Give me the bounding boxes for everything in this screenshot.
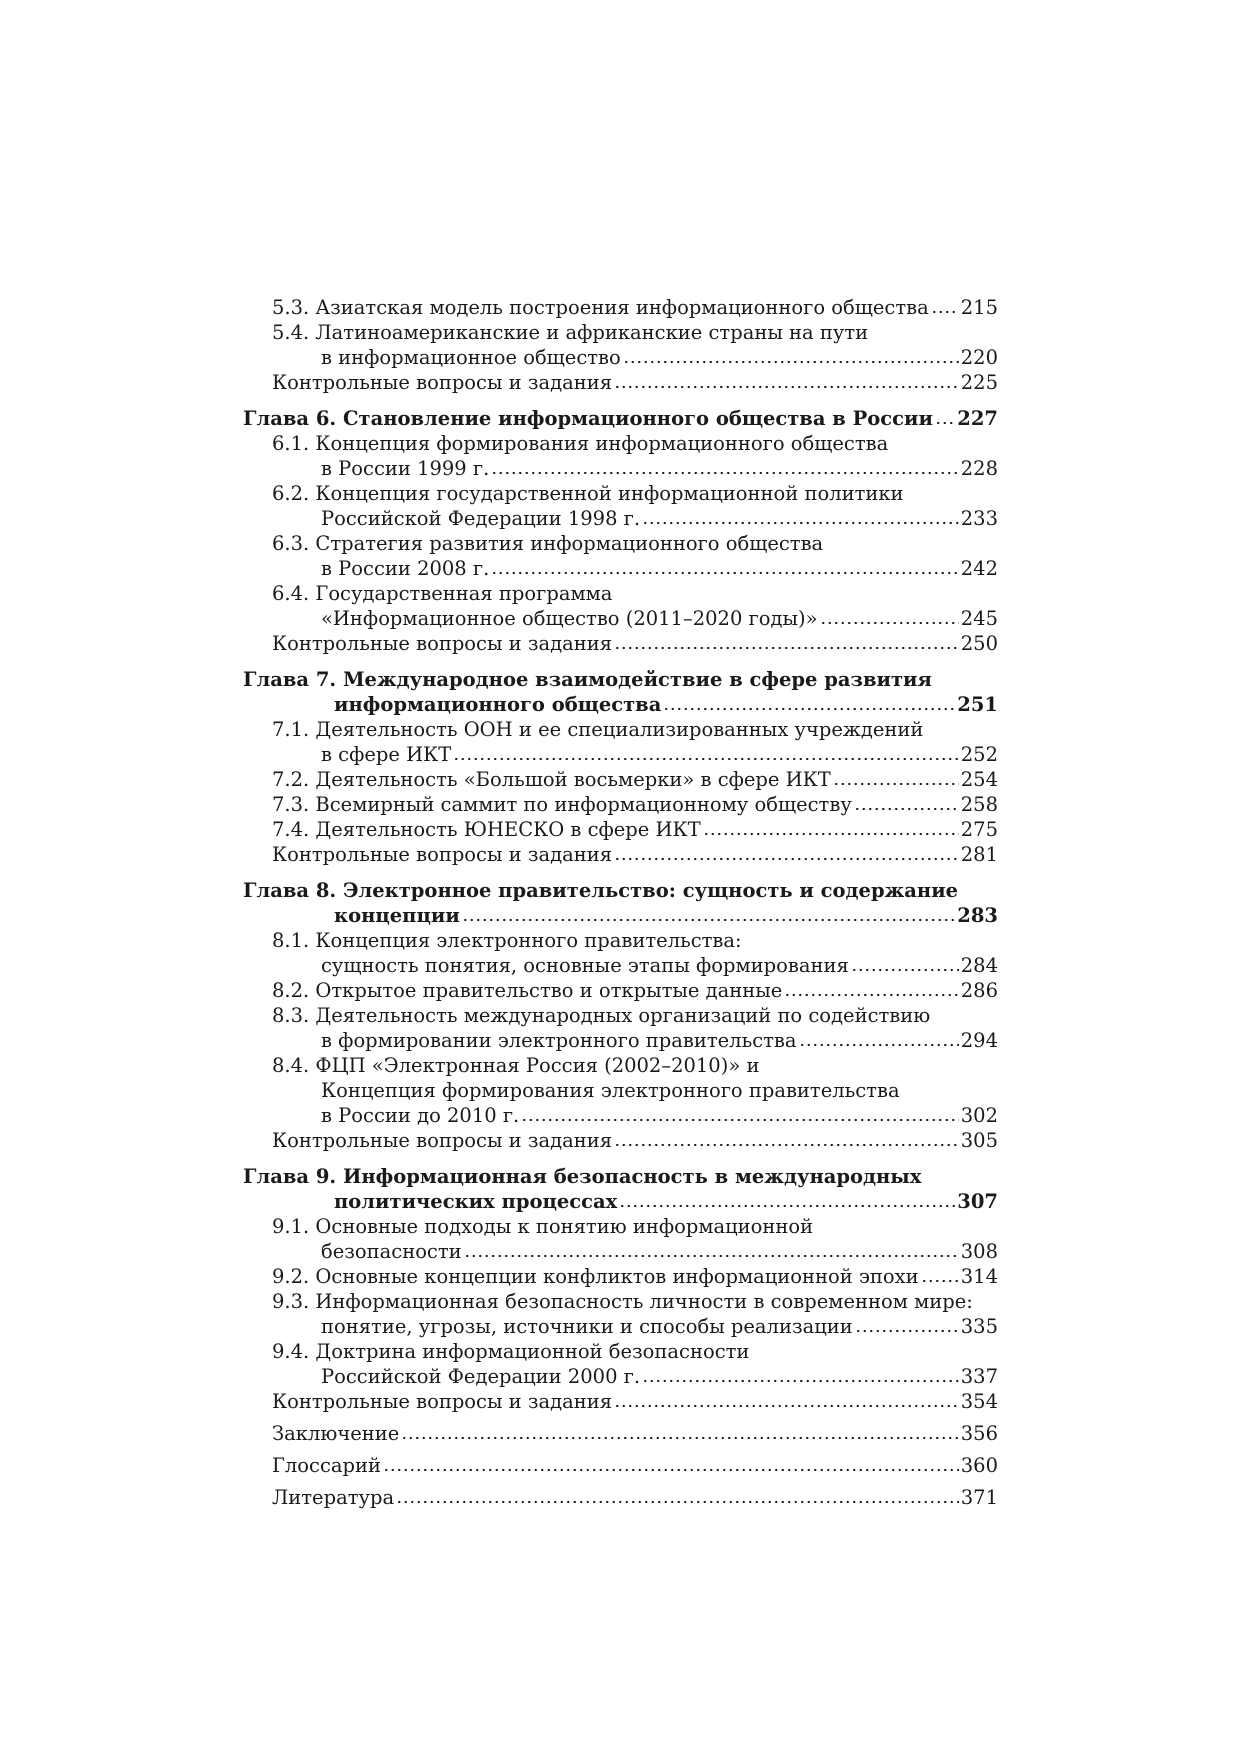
page-number: 356 <box>960 1422 998 1445</box>
page-number: 360 <box>960 1454 998 1477</box>
dot-leader <box>614 1404 959 1408</box>
page-number: 307 <box>957 1190 998 1213</box>
page-number: 228 <box>960 457 998 480</box>
chapter-title-continued: концепции <box>334 904 460 927</box>
page-number: 371 <box>960 1486 998 1509</box>
dot-leader <box>462 918 956 922</box>
dot-leader <box>623 360 959 364</box>
entry-title: 8.3. Деятельность международных организаций по содействию <box>272 1004 931 1027</box>
page-number: 283 <box>957 904 998 927</box>
toc-entry-6-3[interactable] <box>243 531 998 581</box>
entry-title: 5.4. Латиноамериканские и африканские страны на пути <box>272 321 869 344</box>
dot-leader <box>642 1379 959 1383</box>
toc-entry-questions-5[interactable] <box>243 370 998 395</box>
chapter-title-continued: политических процессах <box>334 1190 618 1213</box>
toc-entry-6-1[interactable] <box>243 431 998 481</box>
entry-title: 7.3. Всемирный саммит по информационному обществу <box>272 793 852 816</box>
dot-leader <box>799 1043 959 1047</box>
dot-leader <box>833 782 959 786</box>
page-number: 314 <box>960 1265 998 1288</box>
page-number: 258 <box>960 793 998 816</box>
toc-entry-questions-9[interactable] <box>243 1389 998 1414</box>
toc-entry-7-4[interactable] <box>243 817 998 842</box>
entry-title-continued: Концепция формирования электронного правительства <box>321 1079 900 1102</box>
entry-title: Контрольные вопросы и задания <box>272 632 613 655</box>
dot-leader <box>614 385 959 389</box>
page-number: 254 <box>960 768 998 791</box>
dot-leader <box>703 832 959 836</box>
toc-entry-conclusion[interactable] <box>243 1421 998 1446</box>
entry-title: 9.2. Основные концепции конфликтов информационной эпохи <box>272 1265 919 1288</box>
page-number: 308 <box>960 1240 998 1263</box>
toc-entry-9-1[interactable] <box>243 1214 998 1264</box>
dot-leader <box>383 1468 959 1472</box>
chapter-title-continued: информационного общества <box>334 693 662 716</box>
entry-title: 6.3. Стратегия развития информационного общества <box>272 532 824 555</box>
toc-entry-literature[interactable] <box>243 1485 998 1510</box>
entry-title: 8.1. Концепция электронного правительства: <box>272 929 742 952</box>
entry-title: Контрольные вопросы и задания <box>272 1129 613 1152</box>
dot-leader <box>854 807 959 811</box>
entry-title: 6.1. Концепция формирования информационного общества <box>272 432 889 455</box>
toc-entry-8-4[interactable] <box>243 1053 998 1128</box>
toc-entry-6-4[interactable] <box>243 581 998 631</box>
entry-title: Заключение <box>272 1422 400 1445</box>
dot-leader <box>491 471 958 475</box>
dot-leader <box>491 571 958 575</box>
dot-leader <box>921 1279 959 1283</box>
dot-leader <box>851 968 959 972</box>
entry-title: Контрольные вопросы и задания <box>272 371 613 394</box>
page-number: 302 <box>960 1104 998 1127</box>
page-number: 227 <box>957 407 998 430</box>
dot-leader <box>464 1254 959 1258</box>
entry-title-continued: в России до 2010 г. <box>321 1104 520 1127</box>
chapter-title: Глава 7. Международное взаимодействие в сфере развития <box>243 668 932 691</box>
page-number: 233 <box>960 507 998 530</box>
toc-entry-7-3[interactable] <box>243 792 998 817</box>
page-number: 242 <box>960 557 998 580</box>
page-number: 305 <box>960 1129 998 1152</box>
dot-leader <box>642 521 959 525</box>
dot-leader <box>784 993 958 997</box>
page-number: 335 <box>960 1315 998 1338</box>
entry-title-continued: понятие, угрозы, источники и способы реализации <box>321 1315 853 1338</box>
dot-leader <box>931 310 959 314</box>
page-number: 284 <box>960 954 998 977</box>
entry-title: Контрольные вопросы и задания <box>272 1390 613 1413</box>
dot-leader <box>614 646 959 650</box>
entry-title-continued: в сфере ИКТ <box>321 743 452 766</box>
chapter-title: Глава 8. Электронное правительство: сущность и содержание <box>243 879 959 902</box>
toc-entry-9-2[interactable] <box>243 1264 998 1289</box>
toc-entry-8-2[interactable] <box>243 978 998 1003</box>
toc-chapter-6[interactable] <box>243 406 998 431</box>
page-number: 215 <box>960 296 998 319</box>
toc-entry-6-2[interactable] <box>243 481 998 531</box>
toc-entry-questions-6[interactable] <box>243 631 998 656</box>
entry-title-continued: Российской Федерации 2000 г. <box>321 1365 641 1388</box>
entry-title: 9.3. Информационная безопасность личности в современном мире: <box>272 1290 973 1313</box>
toc-chapter-8[interactable] <box>243 878 998 928</box>
entry-title-continued: сущность понятия, основные этапы формирования <box>321 954 849 977</box>
entry-title: 6.4. Государственная программа <box>272 582 613 605</box>
entry-title: 7.4. Деятельность ЮНЕСКО в сфере ИКТ <box>272 818 701 841</box>
dot-leader <box>935 421 955 425</box>
entry-title-continued: в России 2008 г. <box>321 557 490 580</box>
page-number: 275 <box>960 818 998 841</box>
table-of-contents <box>243 295 998 1510</box>
entry-title: 9.1. Основные подходы к понятию информационной <box>272 1215 814 1238</box>
dot-leader <box>820 621 959 625</box>
toc-entry-7-1[interactable] <box>243 717 998 767</box>
page-number: 286 <box>960 979 998 1002</box>
entry-title: Глоссарий <box>272 1454 381 1477</box>
dot-leader <box>521 1118 959 1122</box>
page-number: 294 <box>960 1029 998 1052</box>
dot-leader <box>453 757 959 761</box>
entry-title: 8.2. Открытое правительство и открытые данные <box>272 979 783 1002</box>
dot-leader <box>619 1204 955 1208</box>
dot-leader <box>855 1329 959 1333</box>
chapter-title: Глава 9. Информационная безопасность в международных <box>243 1165 922 1188</box>
entry-title-continued: Российской Федерации 1998 г. <box>321 507 641 530</box>
toc-entry-5-4[interactable] <box>243 320 998 370</box>
page-number: 220 <box>960 346 998 369</box>
entry-title: Литература <box>272 1486 395 1509</box>
page-number: 251 <box>957 693 998 716</box>
page-number: 245 <box>960 607 998 630</box>
toc-entry-9-3[interactable] <box>243 1289 998 1339</box>
entry-title: 7.2. Деятельность «Большой восьмерки» в сфере ИКТ <box>272 768 831 791</box>
dot-leader <box>396 1500 959 1504</box>
page-number: 225 <box>960 371 998 394</box>
entry-title-continued: в информационное общество <box>321 346 621 369</box>
toc-chapter-7[interactable] <box>243 667 998 717</box>
toc-entry-9-4[interactable] <box>243 1339 998 1389</box>
page-number: 337 <box>960 1365 998 1388</box>
entry-title-continued: в России 1999 г. <box>321 457 490 480</box>
toc-entry-5-3[interactable] <box>243 295 998 320</box>
toc-entry-questions-8[interactable] <box>243 1128 998 1153</box>
page-number: 252 <box>960 743 998 766</box>
entry-title: 7.1. Деятельность ООН и ее специализированных учреждений <box>272 718 924 741</box>
entry-title: 9.4. Доктрина информационной безопасности <box>272 1340 750 1363</box>
entry-title: Контрольные вопросы и задания <box>272 843 613 866</box>
page-number: 354 <box>960 1390 998 1413</box>
entry-title-continued: безопасности <box>321 1240 462 1263</box>
toc-entry-7-2[interactable] <box>243 767 998 792</box>
toc-entry-8-1[interactable] <box>243 928 998 978</box>
entry-title-continued: «Информационное общество (2011–2020 годы)» <box>321 607 818 630</box>
dot-leader <box>663 707 955 711</box>
toc-entry-glossary[interactable] <box>243 1453 998 1478</box>
entry-title-continued: в формировании электронного правительства <box>321 1029 797 1052</box>
entry-title: 5.3. Азиатская модель построения информационного общества <box>272 296 929 319</box>
chapter-title: Глава 6. Становление информационного общества в России <box>243 407 933 430</box>
toc-chapter-9[interactable] <box>243 1164 998 1214</box>
entry-title: 8.4. ФЦП «Электронная Россия (2002–2010)» и <box>272 1054 760 1077</box>
dot-leader <box>614 857 959 861</box>
entry-title: 6.2. Концепция государственной информационной политики <box>272 482 904 505</box>
dot-leader <box>614 1143 959 1147</box>
toc-entry-8-3[interactable] <box>243 1003 998 1053</box>
page-number: 281 <box>960 843 998 866</box>
toc-entry-questions-7[interactable] <box>243 842 998 867</box>
dot-leader <box>401 1436 958 1440</box>
page-number: 250 <box>960 632 998 655</box>
